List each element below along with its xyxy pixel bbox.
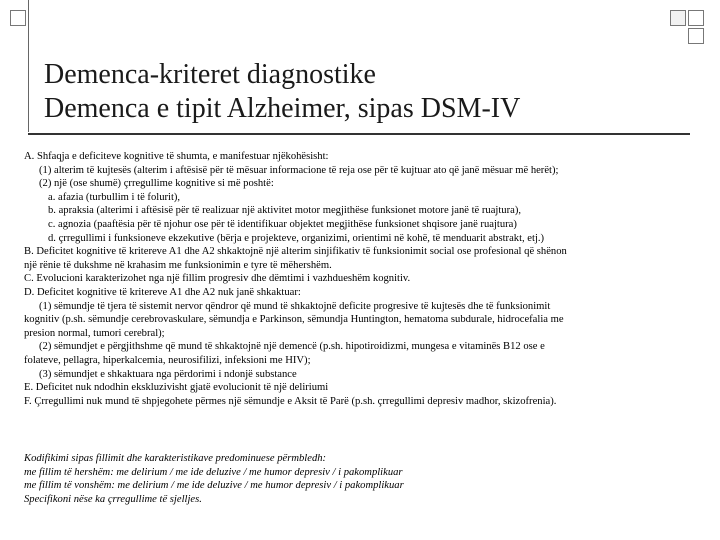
criteria-line: (1) alterim të kujtesës (alterim i aftësisë për të mësuar informacione të reja ose për të kujtuar ato që janë mësuar më herët);	[39, 164, 559, 176]
criteria-line: (2) sëmundjet e përgjithshme që mund të shkaktojnë një demencë (p.sh. hipotiroidizmi, mungesa e vitaminës B12 ose e	[39, 341, 545, 353]
criteria-line: folateve, pellagra, hiperkalcemia, neurosifilizi, infeksioni me HIV);	[24, 354, 311, 366]
criteria-line: c. agnozia (paaftësia për të njohur ose për të identifikuar objektet megjithëse funksionet shqisore janë ruajtura)	[48, 218, 517, 230]
coding-note-line: Specifikoni nëse ka çrregullime të sjelljes.	[24, 493, 202, 505]
criteria-line: d. çrregullimi i funksioneve ekzekutive (bërja e projekteve, organizimi, orientimi në kohë, të menduarit abstrakt, etj.)	[48, 232, 545, 244]
decor-square-top-right-b	[688, 10, 704, 26]
decor-vertical-rule	[28, 0, 29, 132]
coding-note-line: me fillim të vonshëm: me delirium / me ide deluzive / me humor depresiv / i pakomplikuar	[24, 480, 404, 492]
criteria-line: (1) sëmundje të tjera të sistemit nervor qëndror që mund të shkaktojnë deficite progresive të kujtesës dhe të funksionimit	[39, 300, 551, 312]
criteria-line: a. afazia (turbullim i të folurit),	[48, 191, 181, 203]
criteria-line: F. Çrregullimi nuk mund të shpjegohete përmes një sëmundje e Aksit të Parë (p.sh. çrregullimi depresiv madhor, skizofrenia).	[24, 395, 557, 407]
criteria-line: (3) sëmundjet e shkaktuara nga përdorimi i ndonjë substance	[39, 368, 297, 380]
coding-note-line: Kodifikimi sipas fillimit dhe karakteristikave predominuese përmbledh:	[24, 453, 327, 464]
criteria-line: një rënie të dukshme në krahasim me funksionimin e tyre të mëhershëm.	[24, 259, 332, 271]
coding-note-line: me fillim të hershëm: me delirium / me ide deluzive / me humor depresiv / i pakomplikuar	[24, 466, 403, 478]
criteria-line: kognitiv (p.sh. sëmundje cerebrovaskulare, sëmundja e Parkinson, sëmundja Huntington, hematoma subdurale, hidrocefalia me	[24, 314, 564, 326]
slide-title-line-1: Demenca-kriteret diagnostike	[44, 59, 376, 90]
criteria-list	[24, 150, 700, 408]
title-underline	[28, 133, 690, 135]
criteria-line: D. Deficitet kognitive të kritereve A1 dhe A2 nuk janë shkaktuar:	[24, 286, 301, 298]
slide-title-line-2: Demenca e tipit Alzheimer, sipas DSM-IV	[44, 93, 521, 124]
criteria-line: B. Deficitet kognitive të kritereve A1 dhe A2 shkaktojnë një alterim sinjifikativ të funksionimit social ose profesional që shënon	[24, 246, 567, 258]
decor-square-top-right-a	[670, 10, 686, 26]
coding-note	[24, 452, 700, 506]
criteria-line: C. Evolucioni karakterizohet nga një fillim progresiv dhe dëmtimi i vazhdueshëm kognitiv.	[24, 273, 411, 285]
criteria-line: (2) një (ose shumë) çrregullime kognitive si më poshtë:	[39, 178, 274, 190]
criteria-line: b. apraksia (alterimi i aftësisë për të realizuar një aktivitet motor megjithëse funksionet motore janë të ruajtura),	[48, 205, 522, 217]
criteria-line: A. Shfaqja e deficiteve kognitive të shumta, e manifestuar njëkohësisht:	[24, 151, 329, 162]
decor-square-top-right-c	[688, 28, 704, 44]
criteria-line: presion normal, tumori cerebral);	[24, 327, 165, 339]
criteria-line: E. Deficitet nuk ndodhin ekskluzivisht gjatë evolucionit të një deliriumi	[24, 382, 329, 394]
decor-square-top-left	[10, 10, 26, 26]
